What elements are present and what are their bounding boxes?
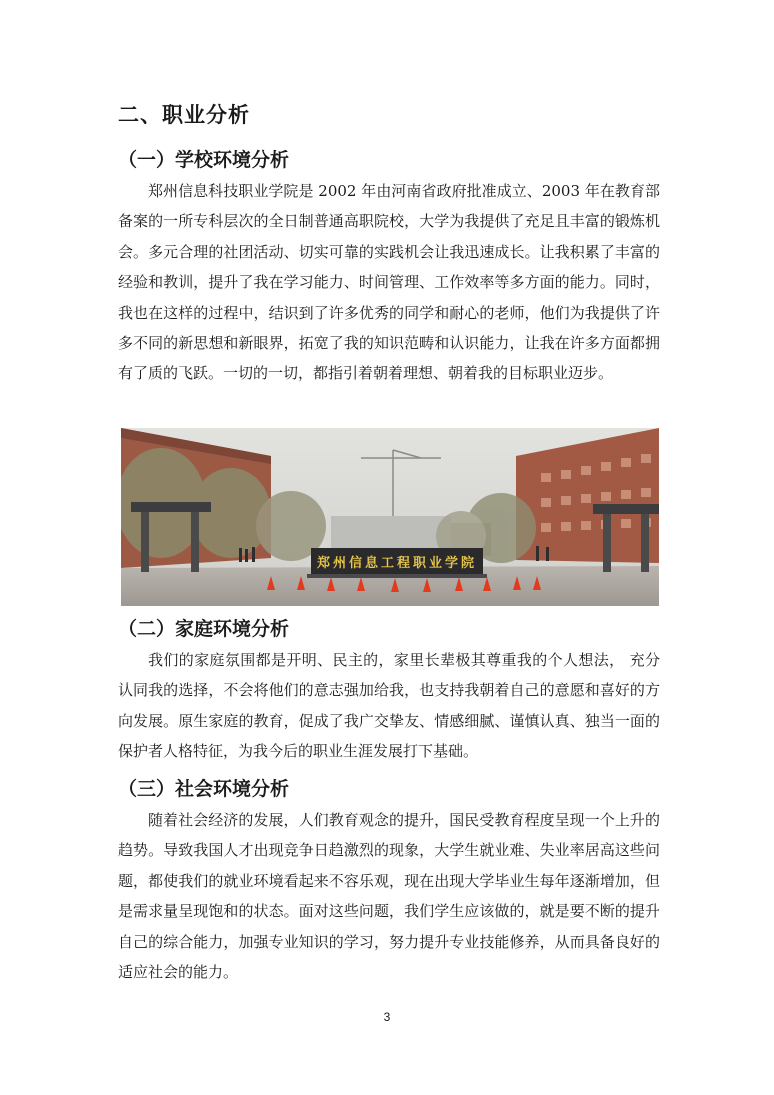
section-title: 二、职业分析 — [118, 103, 250, 127]
subsection-title-family: （二）家庭环境分析 — [118, 618, 290, 640]
subsection-title-society: （三）社会环境分析 — [118, 778, 290, 800]
paragraph-family: 我们的家庭氛围都是开明、民主的，家里长辈极其尊重我的个人想法， 充分认同我的选择，不会将他们的意志强加给我，也支持我朝着自己的意愿和喜好的方向发展。原生家庭的教育，促成了我广交挚友、情感细腻、谨慎认真、独当一面的保护者人格特征，为我今后的职业生涯发展打下基础。 — [118, 651, 660, 761]
page-number: 3 — [383, 1010, 391, 1024]
paragraph-school: 郑州信息科技职业学院是 2002 年由河南省政府批准成立、2003 年在教育部备案的一所专科层次的全日制普通高职院校，大学为我提供了充足且丰富的锻炼机会。多元合理的社团活动、切实可靠的实践机会让我迅速成长。让我积累了丰富的经验和教训，提升了我在学习能力、时间管理、工作效率等多方面的能力。同时，我也在这样的过程中，结识到了许多优秀的同学和耐心的老师，他们为我提供了许多不同的新思想和新眼界，拓宽了我的知识范畴和认识能力，让我在许多方面都拥有了质的飞跃。一切的一切，都指引着朝着理想、朝着我的目标职业迈步。 — [118, 182, 660, 383]
campus-gate-photo — [121, 428, 659, 606]
subsection-title-school: （一）学校环境分析 — [118, 149, 290, 171]
paragraph-society: 随着社会经济的发展，人们教育观念的提升，国民受教育程度呈现一个上升的趋势。导致我国人才出现竞争日趋激烈的现象，大学生就业难、失业率居高这些问题，都使我们的就业环境看起来不容乐观，现在出现大学毕业生每年逐渐增加，但是需求量呈现饱和的状态。面对这些问题，我们学生应该做的，就是要不断的提升自己的综合能力，加强专业知识的学习，努力提升专业技能修养，从而具备良好的适应社会的能力。 — [118, 811, 660, 982]
gate-sign-text: 郑州信息工程职业学院 — [316, 556, 478, 571]
